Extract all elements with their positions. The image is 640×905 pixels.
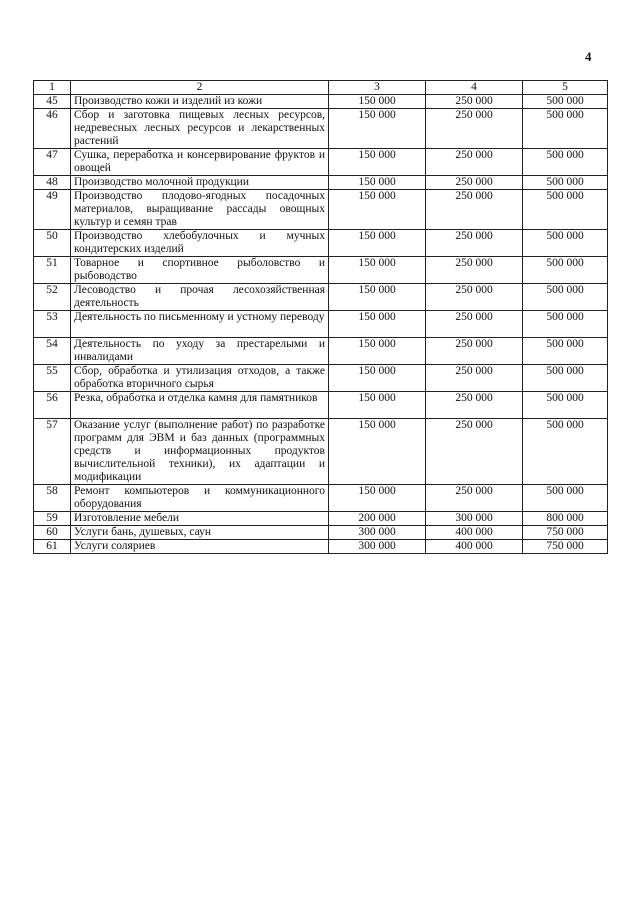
value-col-4: 250 000 (426, 311, 523, 338)
value-col-3: 150 000 (329, 149, 426, 176)
value-col-4: 250 000 (426, 176, 523, 190)
row-number: 56 (34, 392, 71, 419)
value-col-4: 250 000 (426, 149, 523, 176)
table-row (34, 149, 608, 176)
value-col-3: 150 000 (329, 365, 426, 392)
value-col-5: 500 000 (523, 338, 608, 365)
value-col-3: 150 000 (329, 230, 426, 257)
tariff-table (33, 80, 608, 554)
value-col-4: 250 000 (426, 392, 523, 419)
activity-name: Сбор, обработка и утилизация отходов, а также обработка вторичного сырья (71, 365, 329, 392)
table-row (34, 540, 608, 554)
value-col-4: 250 000 (426, 284, 523, 311)
value-col-3: 150 000 (329, 109, 426, 149)
activity-name: Деятельность по уходу за престарелыми и инвалидами (71, 338, 329, 365)
value-col-4: 250 000 (426, 365, 523, 392)
value-col-5: 500 000 (523, 149, 608, 176)
value-col-5: 500 000 (523, 485, 608, 512)
table-row (34, 526, 608, 540)
table-row (34, 95, 608, 109)
value-col-3: 150 000 (329, 338, 426, 365)
row-number: 48 (34, 176, 71, 190)
activity-name: Оказание услуг (выполнение работ) по разработке программ для ЭВМ и баз данных (программных средств и информационных продуктов вычислительной техники), их адаптации и модификации (71, 419, 329, 485)
value-col-3: 150 000 (329, 485, 426, 512)
header-col-1: 1 (34, 81, 71, 95)
row-number: 61 (34, 540, 71, 554)
value-col-3: 150 000 (329, 176, 426, 190)
value-col-5: 500 000 (523, 230, 608, 257)
row-number: 57 (34, 419, 71, 485)
activity-name: Товарное и спортивное рыболовство и рыбоводство (71, 257, 329, 284)
value-col-5: 500 000 (523, 311, 608, 338)
activity-name: Производство кожи и изделий из кожи (71, 95, 329, 109)
row-number: 51 (34, 257, 71, 284)
value-col-5: 500 000 (523, 190, 608, 230)
table-row (34, 419, 608, 485)
header-col-2: 2 (71, 81, 329, 95)
activity-name: Производство хлебобулочных и мучных кондитерских изделий (71, 230, 329, 257)
table-row (34, 392, 608, 419)
value-col-5: 500 000 (523, 392, 608, 419)
value-col-4: 250 000 (426, 257, 523, 284)
activity-name: Услуги соляриев (71, 540, 329, 554)
table-row (34, 284, 608, 311)
value-col-4: 400 000 (426, 526, 523, 540)
activity-name: Производство молочной продукции (71, 176, 329, 190)
table-header-row (34, 81, 608, 95)
value-col-4: 250 000 (426, 230, 523, 257)
activity-name: Сушка, переработка и консервирование фруктов и овощей (71, 149, 329, 176)
row-number: 60 (34, 526, 71, 540)
header-col-5: 5 (523, 81, 608, 95)
row-number: 59 (34, 512, 71, 526)
value-col-5: 500 000 (523, 419, 608, 485)
activity-name: Сбор и заготовка пищевых лесных ресурсов, недревесных лесных ресурсов и лекарственных растений (71, 109, 329, 149)
table-row (34, 109, 608, 149)
activity-name: Деятельность по письменному и устному переводу (71, 311, 329, 338)
activity-name: Изготовление мебели (71, 512, 329, 526)
value-col-5: 500 000 (523, 176, 608, 190)
value-col-5: 750 000 (523, 526, 608, 540)
table-row (34, 230, 608, 257)
value-col-3: 150 000 (329, 190, 426, 230)
table-row (34, 176, 608, 190)
row-number: 52 (34, 284, 71, 311)
activity-name: Резка, обработка и отделка камня для памятников (71, 392, 329, 419)
table-row (34, 311, 608, 338)
value-col-5: 500 000 (523, 95, 608, 109)
value-col-3: 150 000 (329, 95, 426, 109)
value-col-5: 500 000 (523, 257, 608, 284)
value-col-3: 200 000 (329, 512, 426, 526)
value-col-4: 250 000 (426, 109, 523, 149)
row-number: 50 (34, 230, 71, 257)
value-col-5: 500 000 (523, 109, 608, 149)
page-number: 4 (585, 49, 592, 64)
row-number: 47 (34, 149, 71, 176)
activity-name: Лесоводство и прочая лесохозяйственная деятельность (71, 284, 329, 311)
value-col-3: 150 000 (329, 284, 426, 311)
value-col-4: 250 000 (426, 338, 523, 365)
table-row (34, 257, 608, 284)
table-row (34, 485, 608, 512)
row-number: 53 (34, 311, 71, 338)
value-col-4: 250 000 (426, 485, 523, 512)
value-col-5: 750 000 (523, 540, 608, 554)
value-col-5: 800 000 (523, 512, 608, 526)
row-number: 55 (34, 365, 71, 392)
table-row (34, 365, 608, 392)
table-row (34, 190, 608, 230)
row-number: 49 (34, 190, 71, 230)
value-col-4: 250 000 (426, 95, 523, 109)
value-col-3: 150 000 (329, 392, 426, 419)
value-col-3: 150 000 (329, 311, 426, 338)
header-col-4: 4 (426, 81, 523, 95)
row-number: 54 (34, 338, 71, 365)
value-col-4: 400 000 (426, 540, 523, 554)
value-col-5: 500 000 (523, 365, 608, 392)
value-col-3: 300 000 (329, 526, 426, 540)
row-number: 46 (34, 109, 71, 149)
value-col-4: 300 000 (426, 512, 523, 526)
value-col-5: 500 000 (523, 284, 608, 311)
row-number: 45 (34, 95, 71, 109)
activity-name: Услуги бань, душевых, саун (71, 526, 329, 540)
activity-name: Производство плодово-ягодных посадочных материалов, выращивание рассады овощных культур и семян трав (71, 190, 329, 230)
value-col-3: 150 000 (329, 419, 426, 485)
row-number: 58 (34, 485, 71, 512)
value-col-4: 250 000 (426, 419, 523, 485)
value-col-3: 300 000 (329, 540, 426, 554)
value-col-4: 250 000 (426, 190, 523, 230)
activity-name: Ремонт компьютеров и коммуникационного оборудования (71, 485, 329, 512)
value-col-3: 150 000 (329, 257, 426, 284)
table-row (34, 338, 608, 365)
header-col-3: 3 (329, 81, 426, 95)
table-row (34, 512, 608, 526)
